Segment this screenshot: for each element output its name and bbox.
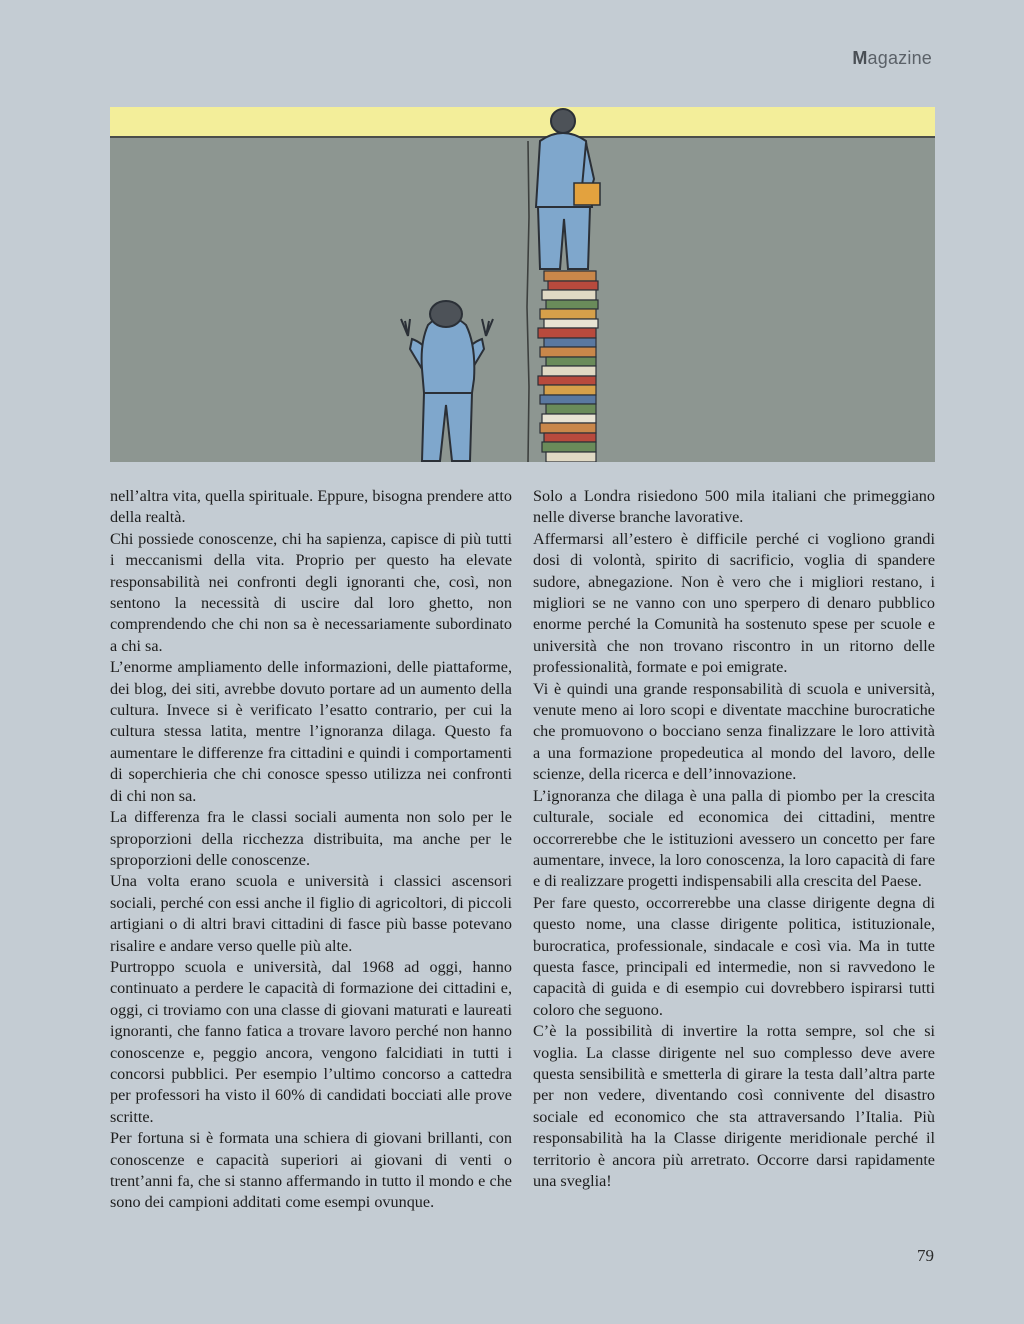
paragraph: Solo a Londra risiedono 500 mila italiani che primeggiano nelle diverse branche lavorative. [533, 487, 935, 527]
paragraph: La differenza fra le classi sociali aumenta non solo per le sproporzioni della ricchezza distribuita, ma anche per le sproporzioni delle conoscenze. [110, 808, 512, 869]
paragraph: Chi possiede conoscenze, chi ha sapienza, capisce di più tutti i meccanismi della vita. Proprio per questo ha elevate responsabilità nei confronti degli ignoranti che, così, non sentono la necessità di uscire dal loro ghetto, non comprendendo che chi non sa è necessariamente subordinato a chi sa. [110, 529, 512, 655]
magazine-header [852, 48, 932, 69]
right-text-column [533, 486, 935, 1192]
paragraph: Purtroppo scuola e università, dal 1968 ad oggi, hanno continuato a perdere le capacità di formazione dei cittadini e, oggi, ci troviamo con una classe di giovani maturati e laureati ignoranti, che fanno fatica a trovare lavoro perché non hanno conoscenze e, peggio ancora, vengono falcidiati in tutti i concorsi pubblici. Per esempio l’ultimo concorso a cattedra per professori ha visto il 60% di candidati bocciati alle prove scritte. [110, 957, 512, 1126]
magazine-header-rest: agazine [867, 48, 932, 68]
paragraph: Affermarsi all’estero è difficile perché ci vogliono grandi dosi di volontà, spirito di sacrificio, voglia di spandere sudore, abnegazione. Non è vero che i migliori restano, i migliori se ne vanno con uno sperpero di denaro pubblico enorme perché la Comunità ha sostenuto spese per scuole e università che non trovano riscontro in un ritorno delle professionalità, formate e poi emigrate. [533, 529, 935, 677]
paragraph: Per fortuna si è formata una schiera di giovani brillanti, con conoscenze e capacità superiori ai giovani di venti o trent’anni fa, che si stanno affermando in tutto il mondo e che sono dei campioni additati come esempi ovunque. [110, 1129, 512, 1212]
paragraph: C’è la possibilità di invertire la rotta sempre, sol che si voglia. La classe dirigente nel suo complesso deve avere questa sensibilità e smetterla di girare la testa dall’altra parte per non vedere, diventando così connivente del disastro sociale ed economico che sta attraversando l’Italia. Più responsabilità ha la Classe dirigente meridionale perché il territorio è ancora più arretrato. Occorre darsi rapidamente una sveglia! [533, 1022, 935, 1190]
paragraph: Per fare questo, occorrerebbe una classe dirigente degna di questo nome, una classe dirigente politica, istituzionale, burocratica, professionale, sindacale e così via. Ma in tutte questa fasce, principali ed intermedie, non si ravvedono le capacità di guida e di esempio cui dovrebbero ispirarsi tutti coloro che seguono. [533, 893, 935, 1019]
paragraph: L’enorme ampliamento delle informazioni, delle piattaforme, dei blog, dei siti, avrebbe dovuto portare ad un aumento della cultura. Invece si è verificato l’esatto contrario, per cui la cultura stessa latita, mentre l’ignoranza dilaga. Questo fa aumentare le differenze fra cittadini e quindi i comportamenti di soperchieria che chi conosce spesso utilizza nei confronti di chi non sa. [110, 658, 512, 805]
page-number: 79 [917, 1246, 934, 1265]
books-stack [538, 271, 598, 462]
paragraph: Vi è quindi una grande responsabilità di scuola e università, venute meno ai loro scopi e diventate macchine burocratiche che promuovono o bocciano senza finalizzare le loro attività a una formazione propedeutica al mondo del lavoro, delle scienze, della ricerca e dell’innovazione. [533, 679, 935, 784]
paragraph: L’ignoranza che dilaga è una palla di piombo per la crescita culturale, sociale ed economica dei cittadini, mentre occorrerebbe che le istituzioni avessero un concetto per fare aumentare, invece, la loro conoscenza, la loro capacità di fare e di realizzare progetti indispensabili alla crescita del Paese. [533, 786, 935, 891]
people-and-books-wall-illustration [110, 107, 935, 462]
magazine-header-cap: M [852, 48, 868, 68]
paragraph: nell’altra vita, quella spirituale. Eppure, bisogna prendere atto della realtà. [110, 487, 512, 527]
paragraph: Una volta erano scuola e università i classici ascensori sociali, perché con essi anche il figlio di agricoltori, di piccoli artigiani o di altri bravi cittadini di fasce più basse potevano risalire e andare verso quelle più alte. [110, 872, 512, 955]
left-text-column [110, 486, 512, 1214]
